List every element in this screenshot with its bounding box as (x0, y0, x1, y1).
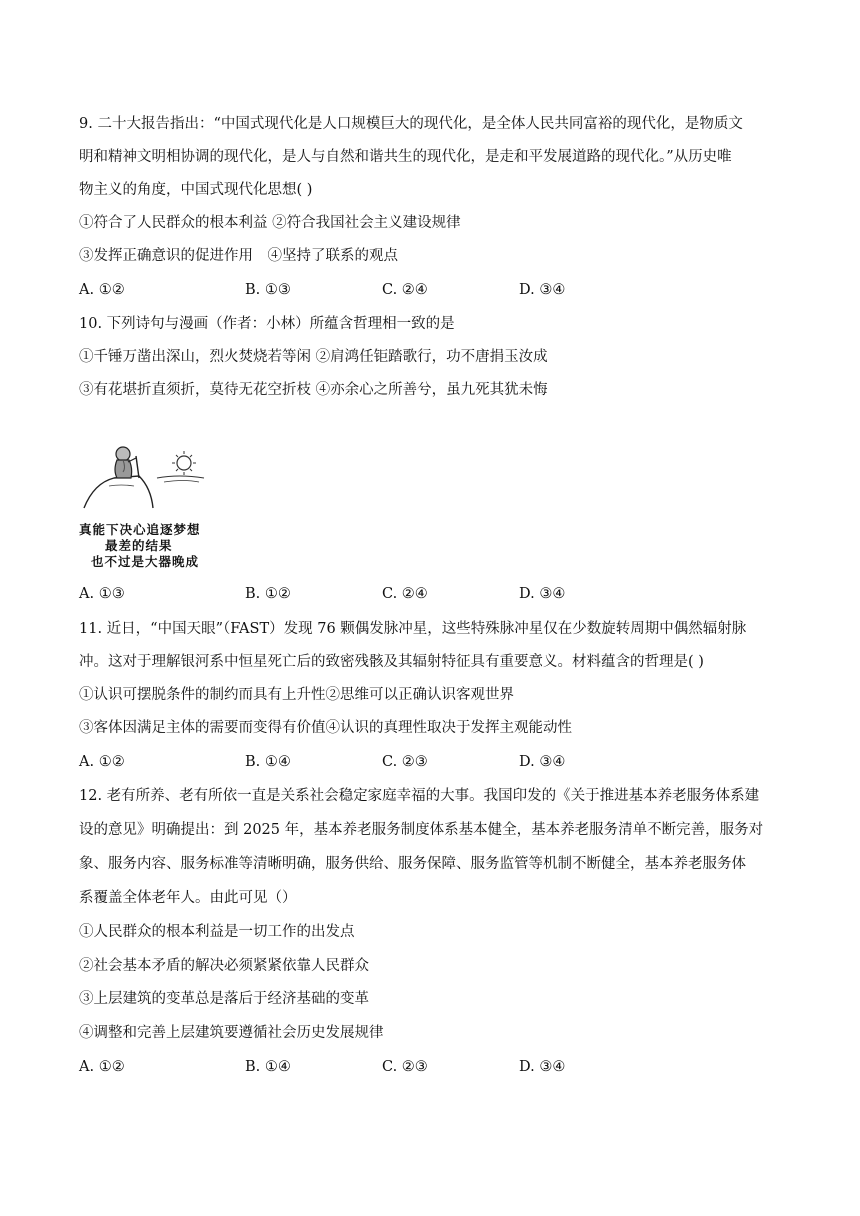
q11-option-b: B. ①④ (245, 754, 291, 770)
q11-stem-line-1: 11. 近日，“中国天眼”（FAST）发现 76 颗偶发脉冲星，这些特殊脉冲星仅在少数旋转周期中偶然辐射脉 (79, 621, 747, 637)
q9-stem-line-3: 物主义的角度，中国式现代化思想( ) (79, 182, 313, 198)
cartoon-drawing (79, 438, 229, 518)
q12-option-a: A. ①② (79, 1059, 125, 1075)
q12-option-c: C. ②③ (382, 1059, 428, 1075)
q10-cartoon (79, 438, 229, 573)
q12-stem-line-1: 12. 老有所养、老有所依一直是关系社会稳定家庭幸福的大事。我国印发的《关于推进基本养老服务体系建 (79, 788, 760, 804)
q9-stem-line-1: 9. 二十大报告指出：“中国式现代化是人口规模巨大的现代化，是全体人民共同富裕的现代化，是物质文 (79, 116, 743, 132)
q9-option-d: D. ③④ (519, 282, 566, 298)
q9-statement-2: ③发挥正确意识的促进作用 ④坚持了联系的观点 (79, 248, 398, 264)
q11-option-a: A. ①② (79, 754, 125, 770)
q9-stem-line-2: 明和精神文明相协调的现代化，是人与自然和谐共生的现代化，是走和平发展道路的现代化。”从历史唯 (79, 149, 732, 165)
q9-option-a: A. ①② (79, 282, 125, 298)
q10-statement-1: ①千锤万凿出深山，烈火焚烧若等闲 ②肩鸿任钜踏歌行，功不唐捐玉汝成 (79, 349, 548, 365)
q12-statement-2: ②社会基本矛盾的解决必须紧紧依靠人民群众 (79, 958, 369, 974)
q11-option-c: C. ②③ (382, 754, 428, 770)
q11-stem-line-2: 冲。这对于理解银河系中恒星死亡后的致密残骸及其辐射特征具有重要意义。材料蕴含的哲理是( ) (79, 654, 704, 670)
q9-option-b: B. ①③ (245, 282, 291, 298)
q10-option-d: D. ③④ (519, 586, 566, 602)
q12-stem-line-2: 设的意见》明确提出：到 2025 年，基本养老服务制度体系基本健全，基本养老服务清单不断完善，服务对 (79, 822, 764, 838)
q10-option-a: A. ①③ (79, 586, 125, 602)
q10-statement-2: ③有花堪折直须折，莫待无花空折枝 ④亦余心之所善兮，虽九死其犹未悔 (79, 382, 548, 398)
q9-option-c: C. ②④ (382, 282, 428, 298)
q11-option-d: D. ③④ (519, 754, 566, 770)
q12-statement-4: ④调整和完善上层建筑要遵循社会历史发展规律 (79, 1025, 384, 1041)
q11-statement-1: ①认识可摆脱条件的制约而具有上升性②思维可以正确认识客观世界 (79, 687, 514, 703)
q12-stem-line-4: 系覆盖全体老年人。由此可见（） (79, 890, 297, 906)
q9-statement-1: ①符合了人民群众的根本利益 ②符合我国社会主义建设规律 (79, 215, 461, 231)
q12-statement-1: ①人民群众的根本利益是一切工作的出发点 (79, 924, 355, 940)
q12-option-b: B. ①④ (245, 1059, 291, 1075)
cartoon-caption-line-2: 最差的结果 (105, 538, 173, 553)
q10-option-b: B. ①② (245, 586, 291, 602)
cartoon-caption-line-1: 真能下决心追逐梦想 (79, 522, 201, 537)
q12-statement-3: ③上层建筑的变革总是落后于经济基础的变革 (79, 991, 369, 1007)
q10-stem-line-1: 10. 下列诗句与漫画（作者：小林）所蕴含哲理相一致的是 (79, 316, 455, 332)
q10-option-c: C. ②④ (382, 586, 428, 602)
q12-option-d: D. ③④ (519, 1059, 566, 1075)
cartoon-caption-line-3: 也不过是大器晚成 (91, 554, 200, 569)
q11-statement-2: ③客体因满足主体的需要而变得有价值④认识的真理性取决于发挥主观能动性 (79, 720, 572, 736)
q12-stem-line-3: 象、服务内容、服务标准等清晰明确，服务供给、服务保障、服务监管等机制不断健全，基本养老服务体 (79, 856, 746, 872)
